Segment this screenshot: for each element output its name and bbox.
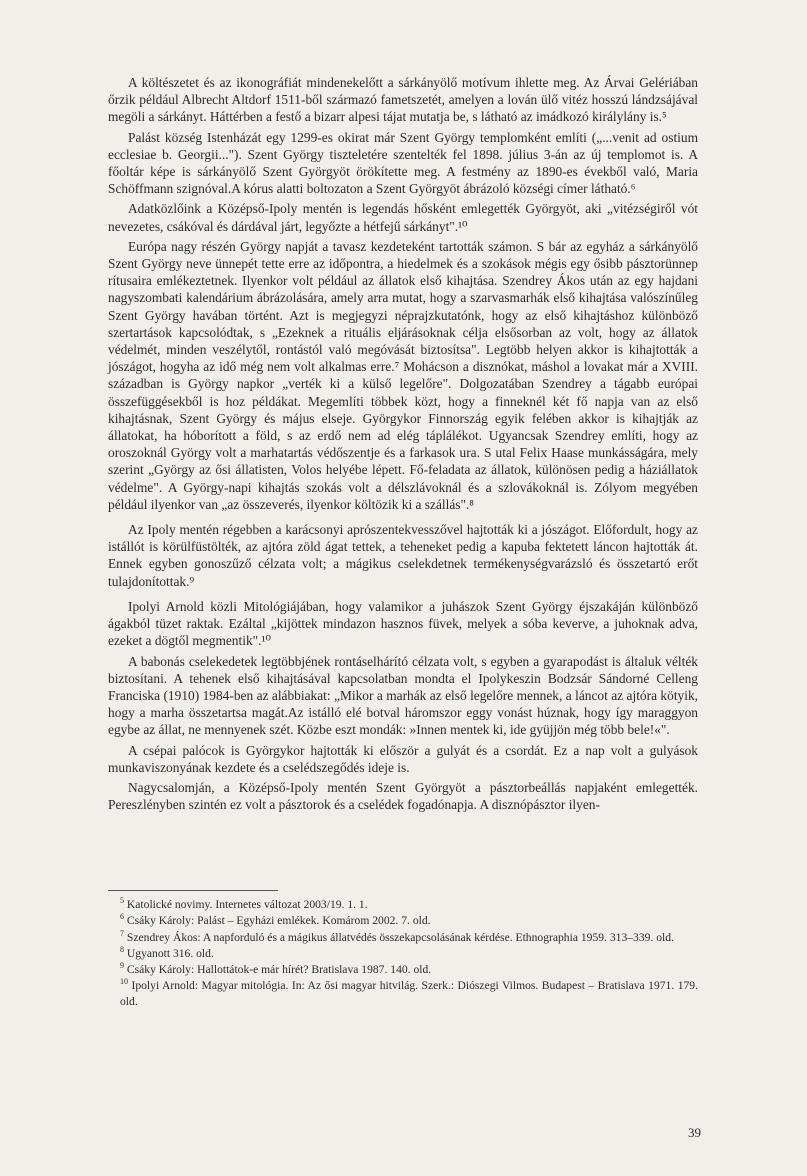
- footnote-item: [108, 897, 698, 912]
- paragraph-palast: Palást község Istenházát egy 1299-es okirat már Szent György templomként említi („...venit ad ostium ecclesiae b. Georgii..."). Szent György tiszteletére szentelték fel 1898. július 3-án az új templomot is. A főoltár képe is sárkányölő Szent Györgyöt örökítette meg. A festmény az 1890-es évekből való, Maria Schöffmann szignóval.A kórus alatti boltozaton a Szent Györgyöt ábrázoló községi címer látható.⁶: [108, 129, 698, 197]
- paragraph-legend: Adatközlőink a Középső-Ipoly mentén is legendás hősként emlegették Györgyöt, aki „vitézségiről vót nevezetes, csákóval és dárdával járt, legyőzte a hétfejű sárkányt".¹⁰: [108, 201, 698, 234]
- footnote-number: 5: [120, 896, 124, 906]
- footnote-item: [108, 946, 698, 961]
- footnote-number: 7: [120, 928, 124, 938]
- footnote-number: 9: [120, 961, 124, 971]
- paragraph-ipolyi: Ipolyi Arnold közli Mitológiájában, hogy valamikor a juhászok Szent György éjszakáján különböző ágakból tüzet raktak. Ezáltal „kijöttek mindazon hasznos füvek, melyek a sóba keverve, a juhoknak adva, ezeket a dögtől megmentik".¹⁰: [108, 598, 698, 649]
- paragraph-nagycsalomja: Nagycsalomján, a Középső-Ipoly mentén Szent Györgyöt a pásztorbeállás napjaként emlegették. Pereszlényben szintén ez volt a pásztorok és a cselédek fogadónapja. A disznópásztor ilyen-: [108, 779, 698, 813]
- paragraph-europe: Európa nagy részén György napját a tavasz kezdeteként tartották számon. S bár az egyház a sárkányölő Szent György neve ünnepét tette erre az időpontra, a hiedelmek és a szokások mégis egy ősibb pásztorünnep rítusaira emlékeztetnek. Ilyenkor volt például az állatok első kihajtása. Szendrey Ákos után az egy hajdani nagyszombati kalendárium ábrázolására, amely arra mutat, hogy a szarvasmarhák első kihajtása valószínűleg Szent György havában történt. Azt is megjegyzi néprajzkutatónk, hogy az első kihajtáshoz különböző szertartások kapcsolódtak, s „Ezeknek a rituális eljárásoknak célja elsősorban az volt, hogy az állatok védelmét, minden veszélytől, rontástól való megóvását biztosítsa". Legtöbb helyen akkor is kihajtották a jószágot, hogyha az idő még nem volt alkalmas erre.⁷ Mohácson a disznókat, máshol a lovakat már a XVIII. században is György napkor „verték ki a külső legelőre". Dolgozatában Szendrey a tágabb európai összefüggésekből is hoz példákat. Megemlíti többek közt, hogy a finneknél két fő napja van az első kihajtásnak, Szent György és május elseje. Györgykor Finnország egyik felében akkor is kihajtják az állatokat, ha hóborított a föld, s az erdő nem ad elég táplálékot. Ugyancsak Szendrey említi, hogy az oroszoknál György volt a marhatartás védőszentje és a farkasok ura. S utal Felix Haase munkásságára, mely szerint „György az ősi állatisten, Volos helyébe lépett. Fő-feladata az állatok, különösen pedig a háziállatok védelme". A György-napi kihajtás szokás volt a délszlávoknál és a szlovákoknál is. Zólyom megyében például ilyenkor van „az összeverés, ilyenkor költözik ki a szállás".⁸: [108, 238, 698, 512]
- footnote-text: Csáky Károly: Palást – Egyházi emlékek. Komárom 2002. 7. old.: [126, 914, 431, 928]
- footnote-text: Ugyanott 316. old.: [126, 946, 214, 960]
- footnote-text: Ipolyi Arnold: Magyar mitológia. In: Az ősi magyar hitvilág. Szerk.: Diószegi Vilmos. Budapest – Bratislava 1971. 179. old.: [120, 979, 698, 1008]
- footnote-item: [108, 913, 698, 928]
- footnote-number: 10: [120, 977, 128, 987]
- paragraph-superstition: A babonás cselekedetek legtöbbjének rontáselhárító célzata volt, s egyben a gyarapodást is általuk vélték biztosítani. A tehenek első kihajtásával kapcsolatban mondta el Ipolykeszin Bodzsár Sándorné Celleng Franciska (1910) 1984-ben az alábbiakat: „Mikor a marhák az első legelőre mennek, a láncot az ajtóra kötyik, hogy a marha összetartsa magát.Az istálló elé botval háromszor eggy vonást húznak, hogy így maraggyon egybe az állat, ne mennyenek szét. Közbe eszt mondák: »Innen mentek ki, ide gyüjjön még több bele!«".: [108, 653, 698, 738]
- footnote-item: [108, 962, 698, 977]
- footnote-text: Csáky Károly: Hallottátok-e már hírét? Bratislava 1987. 140. old.: [126, 963, 432, 977]
- footnote-item: [108, 978, 698, 1009]
- body-text: [108, 74, 698, 816]
- footnote-number: 6: [120, 912, 124, 922]
- paragraph-iconography: A költészetet és az ikonográfiát mindenekelőtt a sárkányölő motívum ihlette meg. Az Árvai Gelériában őrzik például Albrecht Altdorf 1511-ből származó fametszetét, amelyen a lován ülő vitéz hosszú lándzsájával megöli a sárkányt. Háttérben a festő a bizarr alpesi tájat mutatja be, s látható az imádkozó királylány is.⁵: [108, 75, 698, 125]
- paragraph-csepa: A csépai palócok is Györgykor hajtották ki először a gulyát és a csordát. Ez a nap volt a gulyások munkaviszonyának kezdete és a cselédszegődés ideje is.: [108, 742, 698, 775]
- footnote-divider: [108, 890, 278, 891]
- paragraph-ipoly: Az Ipoly mentén régebben a karácsonyi aprószentekvesszővel hajtották ki a jószágot. Előfordult, hogy az istállót is körülfüstölték, az ajtóra zöld ágat tettek, a teheneket pedig a kapuba fektetett láncon hajtották át. Ennek egyben gonoszűző célzata volt; a mágikus cselekdetnek termékenységvarázsló és összetartó erőt tulajdonítottak.⁹: [108, 522, 698, 589]
- footnote-item: [108, 930, 698, 945]
- footnote-text: Katolické novimy. Internetes változat 2003/19. 1. 1.: [126, 898, 368, 911]
- page-number: 39: [688, 1125, 701, 1140]
- footnote-number: 8: [120, 945, 124, 955]
- footnote-text: Szendrey Ákos: A napforduló és a mágikus állatvédés összekapcsolásának kérdése. Ethnographia 1959. 313–339. old.: [126, 930, 674, 944]
- footnotes: [108, 890, 698, 1010]
